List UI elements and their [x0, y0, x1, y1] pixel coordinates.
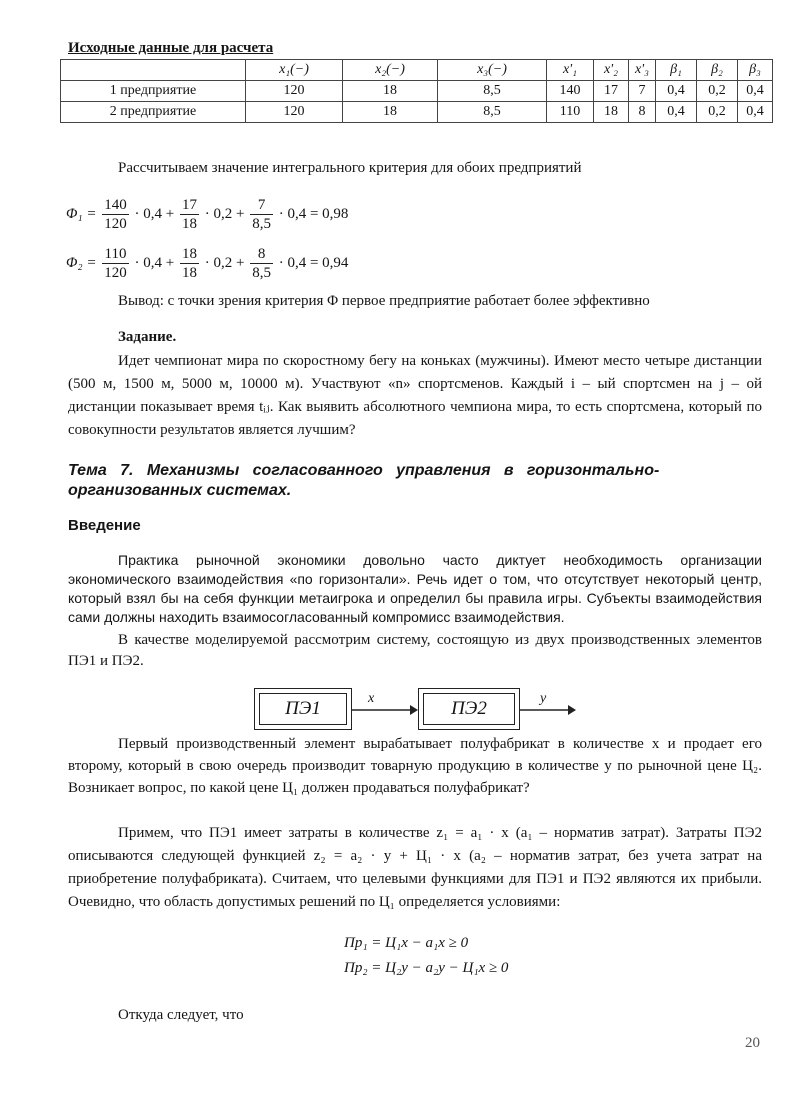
- fraction: [102, 196, 129, 233]
- source-data-table: [60, 59, 773, 123]
- box-pe2: [418, 688, 520, 730]
- fraction: [250, 196, 273, 233]
- paragraph-intro: Практика рыночной экономики довольно часто диктует необходимость организации экономического взаимодействия «по горизонтали». Речь идет о том, что отсутствует некоторый центр, который взял бы на себя функции метаигрока и определил бы правила игры. Субъекты взаимодействия сами должны находить взаимосогласованный компромисс взаимодействия.: [68, 552, 762, 625]
- table-cell: 120: [246, 81, 343, 102]
- formula-term: · 0,2 +: [204, 254, 245, 271]
- task-heading: Задание.: [118, 329, 177, 345]
- topic-heading-line1: Тема 7. Механизмы согласованного управления в горизонтально-: [68, 462, 660, 479]
- formula-term: · 0,4 = 0,94: [278, 254, 349, 271]
- table-cell: 0,4: [738, 102, 773, 123]
- final-line: Откуда следует, что: [118, 1007, 244, 1023]
- formula-lhs: Φ₂ =: [66, 254, 97, 271]
- table-cell: 8: [629, 102, 656, 123]
- table-cell: 7: [629, 81, 656, 102]
- task-text: Идет чемпионат мира по скоростному бегу на коньках (мужчины). Имеют место четыре дистанции (500 м, 1500 м, 5000 м, 10000 м). Участвуют «n» спортсменов. Каждый i – ый спортсмен на j – ой дистанции показывает время tᵢⱼ. Как выявить абсолютного чемпиона мира, то есть спортсмена, который по совокупности результатов является лучшим?: [68, 353, 762, 438]
- formula-lhs: Φ₁ =: [66, 205, 97, 222]
- table-cell: 0,4: [656, 81, 697, 102]
- conclusion-line: Вывод: с точки зрения критерия Φ первое предприятие работает более эффективно: [118, 293, 650, 309]
- production-diagram: [250, 688, 580, 734]
- arrow-x-icon: [352, 688, 418, 734]
- formula-term: · 0,4 = 0,98: [278, 205, 349, 222]
- formula-term: · 0,4 +: [134, 254, 175, 271]
- paragraph-costs: Примем, что ПЭ1 имеет затраты в количестве z₁ = a₁ · x (a₁ – норматив затрат). Затраты ПЭ2 описываются следующей функцией z₂ = a₂ · y + Ц₁ · x (a₂ – норматив затрат, без учета затрат на приобретение полуфабриката). Считаем, что целевыми функциями для ПЭ1 и ПЭ2 являются их прибыли. Очевидно, что область допустимых решений по Ц₁ определяется условиями:: [68, 825, 762, 910]
- fraction: [180, 196, 199, 233]
- fraction-numerator: 7: [250, 196, 273, 215]
- table-header-cell: x'₃: [629, 60, 656, 81]
- condition-profit2: Пр₂ = Ц₂y − a₂y − Ц₁x ≥ 0: [344, 960, 509, 976]
- arrow-x-label: x: [368, 691, 375, 706]
- fraction-numerator: 110: [102, 245, 129, 264]
- formula-term: · 0,4 +: [134, 205, 175, 222]
- arrow-y-icon: [520, 688, 576, 734]
- table-header-cell: x'₁: [547, 60, 594, 81]
- table-header-cell: x₁(−): [246, 60, 343, 81]
- table-header-row: [61, 60, 773, 81]
- fraction-numerator: 140: [104, 197, 127, 213]
- fraction-denominator: 120: [104, 265, 127, 281]
- table-cell: 17: [594, 81, 629, 102]
- fraction: [102, 245, 129, 282]
- arrow-y-label: y: [540, 691, 547, 706]
- intro-line: Рассчитываем значение интегрального критерия для обоих предприятий: [118, 160, 582, 176]
- condition-profit1: Пр₁ = Ц₁x − a₁x ≥ 0: [344, 935, 469, 951]
- table-header-cell: x₃(−): [438, 60, 547, 81]
- formula-phi1: [66, 196, 348, 233]
- table-row: [61, 81, 773, 102]
- fraction-denominator: 18: [181, 265, 197, 281]
- table-header-cell: x'₂: [594, 60, 629, 81]
- box-pe2-label: ПЭ2: [423, 693, 515, 725]
- table-title: Исходные данные для расчета: [68, 40, 274, 56]
- page-number: 20: [745, 1035, 760, 1051]
- fraction: [250, 245, 273, 282]
- formula-phi2: [66, 245, 348, 282]
- table-header-cell: β₁: [656, 60, 697, 81]
- table-cell: 8,5: [438, 81, 547, 102]
- table-header-cell: β₂: [697, 60, 738, 81]
- table-cell: 0,4: [738, 81, 773, 102]
- table-cell: 0,2: [697, 81, 738, 102]
- box-pe1-label: ПЭ1: [259, 693, 347, 725]
- topic-heading: [68, 461, 762, 501]
- paragraph-question: Первый производственный элемент вырабатывает полуфабрикат в количестве x и продает его второму, который в свою очередь производит товарную продукцию в количестве y по рыночной цене Ц₂. Возникает вопрос, по какой цене Ц₁ должен продаваться полуфабрикат?: [68, 736, 762, 796]
- fraction-numerator: 17: [181, 197, 197, 213]
- table-cell: 110: [547, 102, 594, 123]
- table-cell: 1 предприятие: [61, 81, 246, 102]
- topic-heading-line2: организованных системах.: [68, 482, 292, 499]
- table-cell: 120: [246, 102, 343, 123]
- table-cell: 18: [343, 102, 438, 123]
- fraction-denominator: 18: [181, 216, 197, 232]
- table-header-cell: x₂(−): [343, 60, 438, 81]
- table-cell: 18: [594, 102, 629, 123]
- table-header-cell: β₃: [738, 60, 773, 81]
- fraction: [180, 245, 199, 282]
- fraction-denominator: 8,5: [252, 216, 271, 232]
- box-pe1: [254, 688, 352, 730]
- fraction-numerator: 8: [250, 245, 273, 264]
- table-row: [61, 102, 773, 123]
- table-cell: 0,4: [656, 102, 697, 123]
- paragraph-system: В качестве моделируемой рассмотрим систему, состоящую из двух производственных элементов ПЭ1 и ПЭ2.: [68, 632, 762, 669]
- table-cell: 0,2: [697, 102, 738, 123]
- table-cell: 18: [343, 81, 438, 102]
- table-cell: 2 предприятие: [61, 102, 246, 123]
- fraction-denominator: 120: [104, 216, 127, 232]
- table-cell: 8,5: [438, 102, 547, 123]
- fraction-denominator: 8,5: [252, 265, 271, 281]
- fraction-numerator: 18: [181, 246, 197, 262]
- formula-term: · 0,2 +: [204, 205, 245, 222]
- table-header-cell: [61, 60, 246, 81]
- section-heading: Введение: [68, 517, 141, 534]
- table-cell: 140: [547, 81, 594, 102]
